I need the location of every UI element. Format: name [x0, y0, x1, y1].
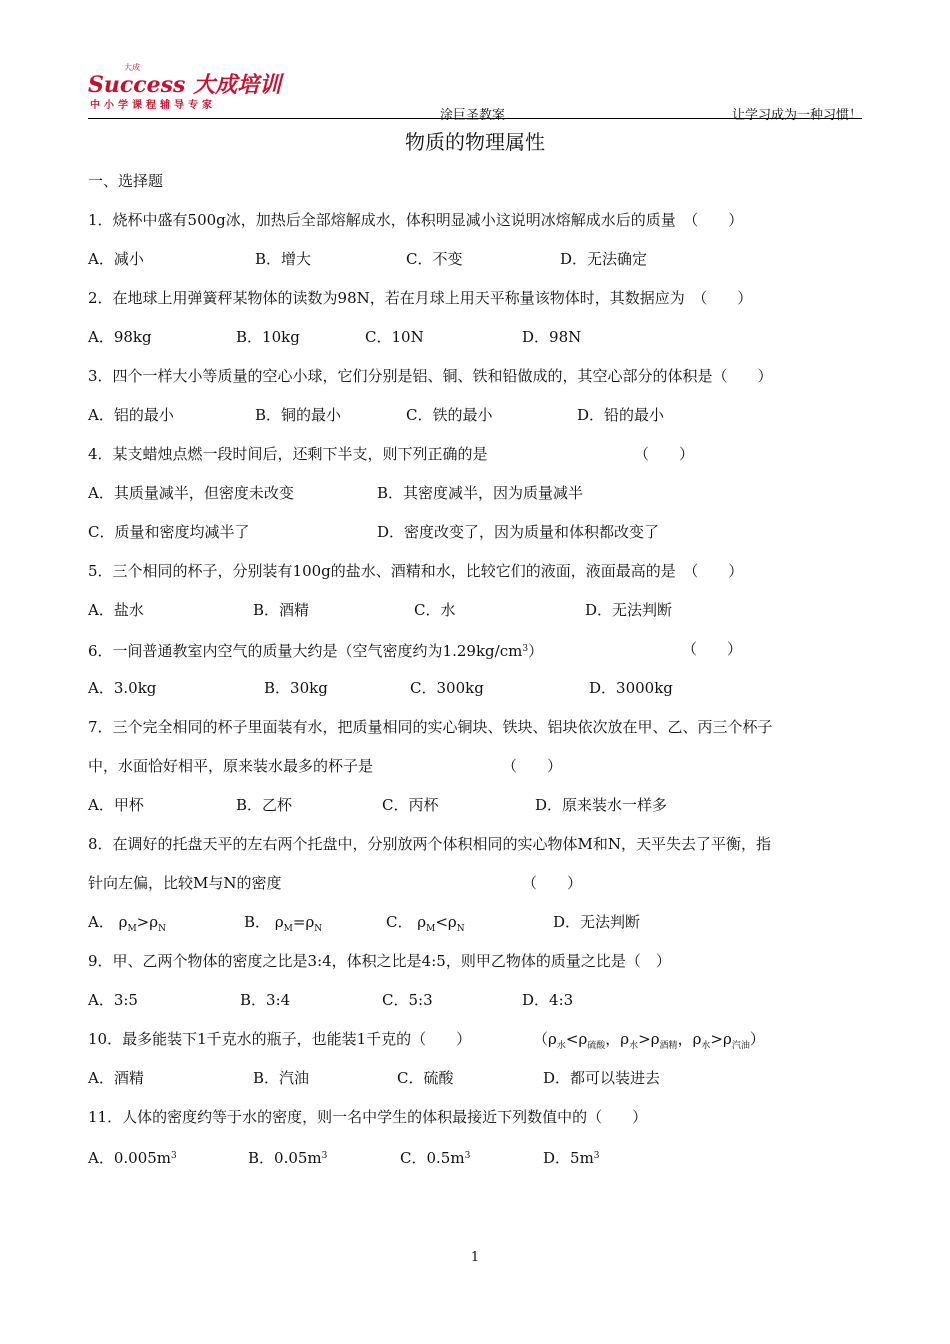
header-author: 涂巨圣教案	[440, 108, 506, 123]
q6-answer-paren: （ ）	[682, 640, 743, 658]
subscript-water: 水	[629, 1041, 639, 1051]
subscript-n: N	[456, 924, 465, 934]
subscript-n: N	[314, 924, 323, 934]
rho-symbol: ρ	[578, 1030, 588, 1048]
q8-option-d: D．无法判断	[553, 913, 641, 931]
rho-symbol: ρ	[620, 1030, 630, 1048]
q8-option-a	[88, 911, 166, 940]
header-slogan: 让学习成为一种习惯！	[731, 108, 862, 123]
q1-option-b: B．增大	[255, 250, 312, 268]
q4-option-d: D．密度改变了，因为质量和体积都改变了	[377, 523, 660, 541]
subscript-water: 水	[556, 1041, 566, 1051]
q11-b-text: B．0.05m	[248, 1149, 322, 1167]
q7-answer-paren: （ ）	[502, 757, 563, 775]
lt-sign: <	[565, 1030, 579, 1048]
q10-open-paren: （	[533, 1030, 549, 1048]
rho-symbol: ρ	[548, 1030, 557, 1048]
comma: ，	[677, 1030, 693, 1048]
q8-c-prefix: C．	[386, 913, 413, 931]
q2-option-b: B．10kg	[236, 328, 300, 346]
rho-symbol: ρ	[274, 913, 284, 931]
q2-option-a: A．98kg	[88, 328, 152, 346]
q8-option-c	[386, 911, 465, 940]
rho-symbol: ρ	[447, 913, 457, 931]
q3-option-d: D．铅的最小	[577, 406, 665, 424]
question-9: 9．甲、乙两个物体的密度之比是3:4，体积之比是4:5，则甲乙物体的质量之比是（ ）	[88, 952, 671, 970]
q11-a-text: A．0.005m	[88, 1149, 171, 1167]
q9-option-b: B．3:4	[240, 991, 291, 1009]
q5-option-c: C．水	[414, 601, 456, 619]
q7-option-d: D．原来装水一样多	[535, 796, 668, 814]
q1-option-c: C．不变	[406, 250, 463, 268]
subscript-gasoline: 汽油	[731, 1041, 750, 1051]
q2-option-c: C．10N	[365, 328, 424, 346]
rho-symbol: ρ	[650, 1030, 660, 1048]
q8-b-prefix: B．	[244, 913, 271, 931]
q11-superscript: 3	[593, 1151, 600, 1161]
rho-symbol: ρ	[692, 1030, 702, 1048]
page-title: 物质的物理属性	[405, 130, 545, 154]
q1-option-d: D．无法确定	[560, 250, 648, 268]
q11-option-a	[88, 1145, 177, 1169]
q8-a-prefix: A．	[88, 913, 114, 931]
question-7-cont: 中，水面恰好相平，原来装水最多的杯子是	[88, 757, 374, 775]
question-2: 2．在地球上用弹簧秤某物体的读数为98N，若在月球上用天平称量该物体时，其数据应为 （ ）	[88, 289, 753, 307]
q6-tail: ）	[528, 642, 544, 660]
gt-sign: >	[638, 1030, 651, 1048]
q4-option-b: B．其密度减半，因为质量减半	[377, 484, 584, 502]
logo-small-text: 大成	[124, 63, 140, 72]
rho-symbol: ρ	[305, 913, 315, 931]
question-3: 3．四个一样大小等质量的空心小球，它们分别是铝、铜、铁和铅做成的，其空心部分的体积是（ ）	[88, 367, 773, 385]
subscript-alcohol: 酒精	[659, 1041, 678, 1051]
subscript-n: N	[158, 924, 166, 934]
question-4: 4．某支蜡烛点燃一段时间后，还剩下半支，则下列正确的是	[88, 445, 488, 463]
logo-main-text: Success 大成培训	[88, 72, 282, 98]
question-10: 10．最多能装下1千克水的瓶子，也能装1千克的（ ）	[88, 1030, 472, 1048]
q10-close-paren: ）	[749, 1030, 765, 1048]
q3-option-b: B．铜的最小	[255, 406, 342, 424]
q10-option-c: C．硫酸	[397, 1069, 454, 1087]
q11-c-text: C．0.5m	[400, 1149, 465, 1167]
q7-option-c: C．丙杯	[382, 796, 439, 814]
q6-option-a: A．3.0kg	[88, 679, 157, 697]
q6-text: 6．一间普通教室内空气的质量大约是（空气密度约为1.29kg/cm	[88, 642, 523, 660]
eq-sign: =	[292, 913, 306, 931]
rho-symbol: ρ	[723, 1030, 732, 1048]
subscript-water: 水	[701, 1041, 711, 1051]
q11-superscript: 3	[171, 1151, 177, 1161]
subscript-m: M	[283, 924, 293, 934]
question-7: 7．三个完全相同的杯子里面装有水，把质量相同的实心铜块、铁块、铝块依次放在甲、乙、丙三个杯子	[88, 718, 773, 736]
subscript-m: M	[426, 924, 436, 934]
q11-option-c	[400, 1145, 470, 1169]
lt-sign: <	[435, 913, 448, 931]
q11-superscript: 3	[321, 1151, 328, 1161]
q3-option-c: C．铁的最小	[406, 406, 493, 424]
q1-option-a: A．减小	[88, 250, 144, 268]
q5-option-a: A．盐水	[88, 601, 144, 619]
q5-option-d: D．无法判断	[585, 601, 673, 619]
gt-sign: >	[710, 1030, 723, 1048]
question-1: 1．烧杯中盛有500g冰，加热后全部熔解成水，体积明显减小这说明冰熔解成水后的质量 （ ）	[88, 211, 744, 229]
page-number: 1	[470, 1250, 480, 1265]
comma: ，	[605, 1030, 621, 1048]
q9-option-a: A．3:5	[88, 991, 138, 1009]
q4-option-c: C．质量和密度均减半了	[88, 523, 250, 541]
q10-option-b: B．汽油	[253, 1069, 310, 1087]
q9-option-d: D．4:3	[522, 991, 574, 1009]
q4-option-a: A．其质量减半，但密度未改变	[88, 484, 294, 502]
brand-logo	[88, 63, 282, 114]
q11-option-d	[543, 1145, 600, 1169]
rho-symbol: ρ	[149, 913, 159, 931]
q6-option-d: D．3000kg	[589, 679, 673, 697]
q5-option-b: B．酒精	[253, 601, 310, 619]
subscript-sulfuric: 硫酸	[587, 1041, 606, 1051]
q7-option-b: B．乙杯	[236, 796, 293, 814]
q11-superscript: 3	[464, 1151, 471, 1161]
question-8: 8．在调好的托盘天平的左右两个托盘中，分别放两个体积相同的实心物体M和N，天平失去了平衡，指	[88, 835, 772, 853]
question-8-cont: 针向左偏，比较M与N的密度	[88, 874, 282, 892]
question-6	[88, 638, 862, 660]
q10-option-a: A．酒精	[88, 1069, 144, 1087]
q8-answer-paren: （ ）	[522, 874, 583, 892]
subscript-m: M	[127, 924, 137, 934]
q10-option-d: D．都可以装进去	[543, 1069, 661, 1087]
q11-d-text: D．5m	[543, 1149, 594, 1167]
q10-density-relations	[533, 1028, 765, 1057]
q7-option-a: A．甲杯	[88, 796, 144, 814]
header-divider	[88, 118, 862, 119]
question-11: 11．人体的密度约等于水的密度，则一名中学生的体积最接近下列数值中的（ ）	[88, 1108, 648, 1126]
q3-option-a: A．铝的最小	[88, 406, 174, 424]
q6-option-b: B．30kg	[264, 679, 328, 697]
question-5: 5．三个相同的杯子，分别装有100g的盐水、酒精和水，比较它们的液面，液面最高的是 （ ）	[88, 562, 744, 580]
gt-sign: >	[136, 913, 150, 931]
q4-answer-paren: （ ）	[634, 445, 695, 463]
q11-option-b	[248, 1145, 327, 1169]
q6-option-c: C．300kg	[410, 679, 484, 697]
q6-superscript: 3	[522, 644, 529, 654]
rho-symbol: ρ	[417, 913, 427, 931]
q9-option-c: C．5:3	[382, 991, 433, 1009]
rho-symbol: ρ	[118, 913, 128, 931]
q8-option-b	[244, 911, 322, 940]
q2-option-d: D．98N	[522, 328, 582, 346]
logo-tagline: 中小学课程辅导专家	[90, 100, 216, 111]
section-heading: 一、选择题	[88, 172, 164, 190]
